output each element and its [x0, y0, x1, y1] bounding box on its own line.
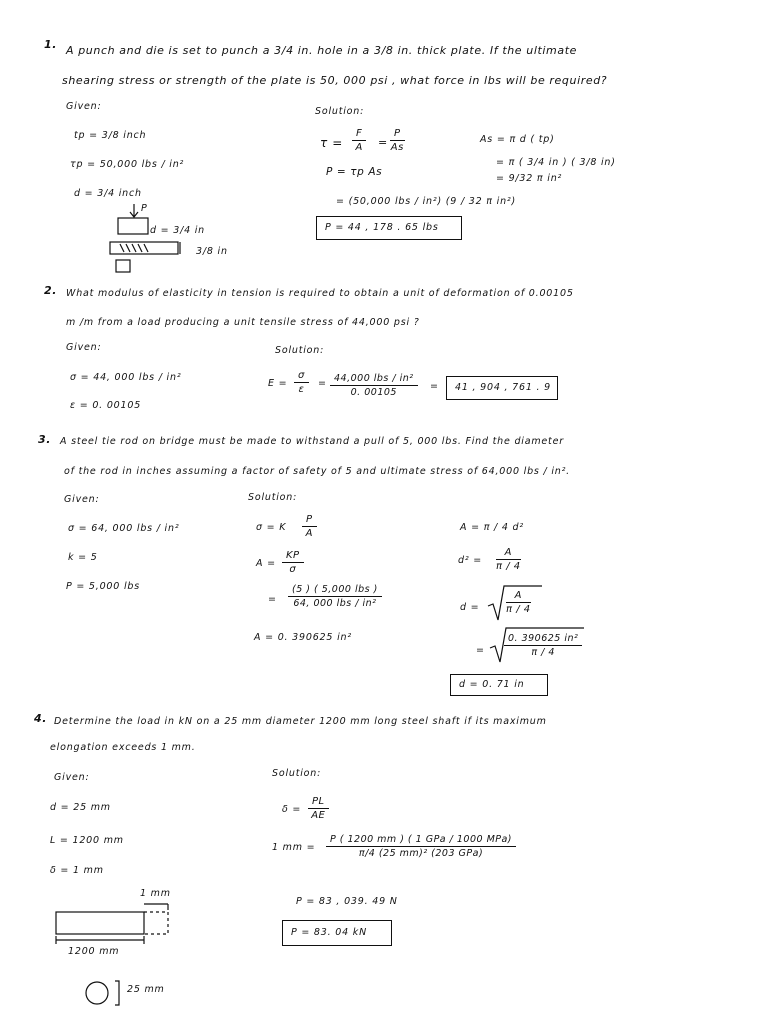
fraction-denominator: σ	[289, 564, 297, 575]
shaft-cross-section-figure	[84, 976, 124, 1010]
fraction-numerator: F	[352, 128, 366, 141]
problem-4-statement-line-1: Determine the load in kN on a 25 mm diameter 1200 mm long steel shaft if its maximum	[54, 716, 547, 727]
problem-1-statement-line-1: A punch and die is set to punch a 3/4 in. hole in a 3/8 in. thick plate. If the ultimate	[66, 44, 577, 57]
problem-3-answer-box	[450, 674, 548, 696]
problem-3-given-load: P = 5,000 lbs	[66, 581, 140, 592]
figure-elongation-label: 1 mm	[140, 888, 171, 899]
problem-2-given-strain: ε = 0. 00105	[70, 400, 142, 411]
area-result: A = 0. 390625 in²	[254, 632, 352, 643]
equals-sign: =	[268, 594, 277, 605]
problem-4-given-length: L = 1200 mm	[50, 835, 124, 846]
modulus-value-fraction	[330, 373, 418, 398]
problem-2-answer: 41 , 904 , 761 . 9	[455, 382, 551, 393]
problem-4-solution-heading: Solution:	[272, 768, 322, 779]
problem-3-solution-heading: Solution:	[248, 492, 298, 503]
fraction-numerator: A	[506, 590, 531, 603]
problem-3-statement-line-1: A steel tie rod on bridge must be made to withstand a pull of 5, 000 lbs. Find the diameter	[60, 436, 564, 447]
fraction-denominator: 0. 00105	[350, 387, 397, 398]
load-over-area-fraction	[302, 514, 317, 539]
elongation-equation-lhs: 1 mm =	[272, 842, 316, 853]
load-in-newtons: P = 83 , 039. 49 N	[296, 896, 398, 907]
area-substitution-fraction	[288, 584, 382, 609]
fraction-denominator: A	[305, 528, 313, 539]
diameter-bracket	[115, 981, 119, 1005]
shaft-elongation-dashed	[144, 912, 168, 934]
fraction-numerator: KP	[282, 550, 304, 563]
problem-2-given-heading: Given:	[66, 342, 102, 353]
problem-1-given-taup: τp = 50,000 lbs / in²	[70, 159, 185, 170]
problem-1-number: 1.	[44, 38, 58, 51]
circle-area-formula: A = π / 4 d²	[460, 522, 524, 533]
fraction-numerator: P	[302, 514, 317, 527]
load-over-shear-area-fraction	[390, 128, 405, 153]
punch-die-figure	[112, 200, 232, 280]
punch-body	[118, 218, 148, 234]
problem-4-given-diameter: d = 25 mm	[50, 802, 111, 813]
force-over-area-fraction	[352, 128, 366, 153]
problem-1-given-heading: Given:	[66, 101, 102, 112]
problem-2-answer-box	[446, 376, 558, 400]
d-squared-fraction	[496, 547, 521, 572]
diameter-substitution-fraction	[504, 633, 582, 658]
fraction-numerator: 0. 390625 in²	[504, 633, 582, 646]
problem-4-number: 4.	[34, 712, 48, 725]
plate-hatch	[126, 244, 130, 252]
problem-4-given-heading: Given:	[54, 772, 90, 783]
problem-3-given-factor: k = 5	[68, 552, 98, 563]
fraction-denominator: As	[390, 142, 404, 153]
plate-hatch	[144, 244, 148, 252]
diameter-root-fraction	[506, 590, 531, 615]
fraction-numerator: 44,000 lbs / in²	[330, 373, 418, 386]
elongation-equation-fraction	[326, 834, 516, 859]
problem-2-statement-line-2: m /m from a load producing a unit tensile stress of 44,000 psi ?	[66, 317, 420, 328]
shear-stress-lhs: τ =	[320, 136, 343, 150]
fraction-numerator: PL	[308, 796, 329, 809]
equals-sign: =	[318, 378, 327, 389]
problem-2-number: 2.	[44, 284, 58, 297]
fraction-denominator: π/4 (25 mm)² (203 GPa)	[358, 848, 484, 859]
problem-1-statement-line-2: shearing stress or strength of the plate is 50, 000 psi , what force in lbs will be required?	[62, 74, 608, 87]
fraction-denominator: AE	[311, 810, 326, 821]
equals-sign: =	[430, 381, 439, 392]
problem-4-statement-line-2: elongation exceeds 1 mm.	[50, 742, 196, 753]
modulus-lhs: E =	[268, 378, 288, 389]
problem-3-number: 3.	[38, 433, 52, 446]
pl-over-ae-fraction	[308, 796, 329, 821]
deformation-lhs: δ =	[282, 804, 302, 815]
figure-diameter-label: d = 3/4 in	[150, 225, 205, 236]
stress-formula-lhs: σ = K	[256, 522, 287, 533]
figure-thickness-label: 3/8 in	[196, 246, 228, 257]
fraction-denominator: π / 4	[506, 604, 531, 615]
kp-over-sigma-fraction	[282, 550, 304, 575]
fraction-denominator: π / 4	[496, 561, 521, 572]
fraction-denominator: 64, 000 lbs / in²	[293, 598, 377, 609]
cross-section-circle	[86, 982, 108, 1004]
d-squared-lhs: d² =	[458, 555, 483, 566]
shaft-body	[56, 912, 144, 934]
problem-3-statement-line-2: of the rod in inches assuming a factor of safety of 5 and ultimate stress of 64,000 lbs / in².	[64, 466, 571, 477]
problem-1-solution-heading: Solution:	[315, 106, 365, 117]
problem-3-given-heading: Given:	[64, 494, 100, 505]
die-body	[116, 260, 130, 272]
plate-hatch	[132, 244, 136, 252]
shear-area-substitution: = π ( 3/4 in ) ( 3/8 in)	[496, 157, 616, 168]
equals-sign: =	[476, 645, 485, 656]
problem-2-statement-line-1: What modulus of elasticity in tension is required to obtain a unit of deformation of 0.00105	[66, 288, 574, 299]
problem-1-answer: P = 44 , 178 . 65 lbs	[325, 222, 439, 233]
fraction-denominator: ε	[298, 384, 305, 395]
shear-area-result: = 9/32 π in²	[496, 173, 563, 184]
diameter-lhs: d =	[460, 602, 480, 613]
problem-3-given-stress: σ = 64, 000 lbs / in²	[68, 523, 180, 534]
fraction-numerator: (5 ) ( 5,000 lbs )	[288, 584, 382, 597]
force-equation: P = τp As	[326, 166, 383, 178]
problem-4-answer: P = 83. 04 kN	[291, 927, 367, 938]
plate-hatch	[120, 244, 124, 252]
problem-4-given-elongation: δ = 1 mm	[50, 865, 104, 876]
fraction-numerator: σ	[294, 370, 309, 383]
problem-2-given-stress: σ = 44, 000 lbs / in²	[70, 372, 182, 383]
plate-hatch	[138, 244, 142, 252]
fraction-numerator: P ( 1200 mm ) ( 1 GPa / 1000 MPa)	[326, 834, 516, 847]
plate-body	[110, 242, 178, 254]
fraction-denominator: π / 4	[531, 647, 555, 658]
area-formula-lhs: A =	[256, 558, 276, 569]
fraction-numerator: A	[496, 547, 521, 560]
force-substitution: = (50,000 lbs / in²) (9 / 32 π in²)	[336, 196, 517, 207]
figure-length-label: 1200 mm	[68, 946, 120, 957]
problem-1-given-d: d = 3/4 inch	[74, 188, 142, 199]
shaft-figure	[54, 900, 184, 950]
figure-diameter-label: 25 mm	[127, 984, 165, 995]
problem-1-given-tp: tp = 3/8 inch	[74, 130, 147, 141]
stress-over-strain-fraction	[294, 370, 309, 395]
equals-sign: =	[378, 136, 388, 149]
problem-4-answer-box	[282, 920, 392, 946]
shear-area-formula: As = π d ( tp)	[480, 134, 555, 145]
problem-2-solution-heading: Solution:	[275, 345, 325, 356]
problem-3-answer: d = 0. 71 in	[459, 679, 525, 690]
fraction-numerator: P	[390, 128, 405, 141]
problem-1-answer-box	[316, 216, 462, 240]
figure-force-label: P	[141, 203, 148, 214]
fraction-denominator: A	[355, 142, 363, 153]
